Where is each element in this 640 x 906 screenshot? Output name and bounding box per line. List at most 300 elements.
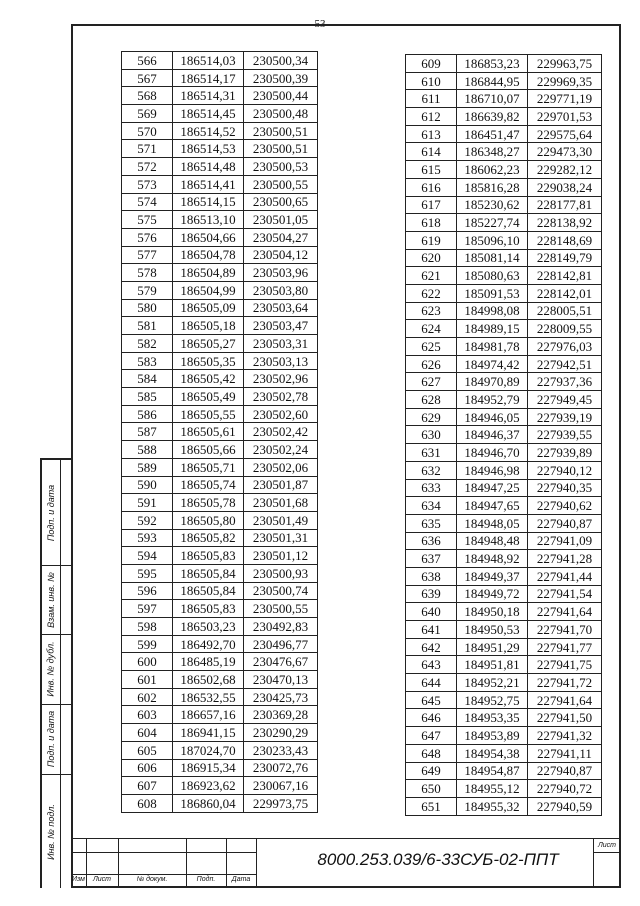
x-coordinate: 184953,89 bbox=[457, 727, 528, 745]
stamp-col-rev: Изм bbox=[72, 876, 85, 883]
x-coordinate: 186514,53 bbox=[173, 140, 244, 158]
y-coordinate: 229282,12 bbox=[528, 161, 602, 179]
y-coordinate: 230290,29 bbox=[244, 724, 318, 742]
table-row bbox=[122, 228, 318, 246]
y-coordinate: 230500,51 bbox=[244, 122, 318, 140]
point-number: 596 bbox=[122, 582, 173, 600]
y-coordinate: 230500,74 bbox=[244, 582, 318, 600]
x-coordinate: 186514,41 bbox=[173, 175, 244, 193]
y-coordinate: 230500,53 bbox=[244, 158, 318, 176]
table-row bbox=[406, 338, 602, 356]
stamp-line bbox=[71, 874, 256, 875]
y-coordinate: 227941,44 bbox=[528, 567, 602, 585]
y-coordinate: 227976,03 bbox=[528, 338, 602, 356]
sidebar-divider bbox=[60, 460, 61, 888]
point-number: 643 bbox=[406, 656, 457, 674]
x-coordinate: 186514,45 bbox=[173, 105, 244, 123]
point-number: 568 bbox=[122, 87, 173, 105]
y-coordinate: 230503,80 bbox=[244, 281, 318, 299]
x-coordinate: 186639,82 bbox=[457, 108, 528, 126]
x-coordinate: 184947,25 bbox=[457, 479, 528, 497]
point-number: 606 bbox=[122, 759, 173, 777]
table-row bbox=[406, 691, 602, 709]
table-row bbox=[122, 388, 318, 406]
table-row bbox=[406, 302, 602, 320]
y-coordinate: 227941,54 bbox=[528, 585, 602, 603]
y-coordinate: 228009,55 bbox=[528, 320, 602, 338]
x-coordinate: 184949,37 bbox=[457, 567, 528, 585]
point-number: 582 bbox=[122, 335, 173, 353]
point-number: 622 bbox=[406, 284, 457, 302]
y-coordinate: 230501,49 bbox=[244, 511, 318, 529]
title-block bbox=[71, 838, 621, 888]
y-coordinate: 227941,70 bbox=[528, 621, 602, 639]
point-number: 613 bbox=[406, 125, 457, 143]
x-coordinate: 184946,37 bbox=[457, 426, 528, 444]
y-coordinate: 230502,60 bbox=[244, 405, 318, 423]
x-coordinate: 184950,18 bbox=[457, 603, 528, 621]
x-coordinate: 185096,10 bbox=[457, 231, 528, 249]
table-row bbox=[406, 621, 602, 639]
y-coordinate: 230501,68 bbox=[244, 494, 318, 512]
x-coordinate: 186348,27 bbox=[457, 143, 528, 161]
point-number: 580 bbox=[122, 299, 173, 317]
point-number: 628 bbox=[406, 391, 457, 409]
y-coordinate: 230502,42 bbox=[244, 423, 318, 441]
point-number: 572 bbox=[122, 158, 173, 176]
document-code: 8000.253.039/6-33СУБ-02-ППТ bbox=[317, 850, 559, 869]
table-row bbox=[122, 264, 318, 282]
x-coordinate: 186505,61 bbox=[173, 423, 244, 441]
x-coordinate: 186513,10 bbox=[173, 211, 244, 229]
sidebar-label-replace-inv: Взам. инв. № bbox=[46, 571, 57, 628]
x-coordinate: 186915,34 bbox=[173, 759, 244, 777]
table-row bbox=[122, 175, 318, 193]
x-coordinate: 185816,28 bbox=[457, 178, 528, 196]
table-row bbox=[406, 461, 602, 479]
table-row bbox=[406, 373, 602, 391]
x-coordinate: 186505,42 bbox=[173, 370, 244, 388]
table-row bbox=[122, 158, 318, 176]
table-row bbox=[122, 494, 318, 512]
point-number: 574 bbox=[122, 193, 173, 211]
y-coordinate: 227941,75 bbox=[528, 656, 602, 674]
table-row bbox=[406, 585, 602, 603]
y-coordinate: 229973,75 bbox=[244, 794, 318, 812]
stamp-line bbox=[256, 838, 257, 888]
point-number: 593 bbox=[122, 529, 173, 547]
y-coordinate: 229969,35 bbox=[528, 72, 602, 90]
table-row bbox=[406, 320, 602, 338]
table-row bbox=[406, 143, 602, 161]
y-coordinate: 227939,19 bbox=[528, 408, 602, 426]
table-row bbox=[122, 352, 318, 370]
x-coordinate: 186514,03 bbox=[173, 52, 244, 70]
point-number: 577 bbox=[122, 246, 173, 264]
y-coordinate: 230503,47 bbox=[244, 317, 318, 335]
point-number: 615 bbox=[406, 161, 457, 179]
point-number: 585 bbox=[122, 388, 173, 406]
x-coordinate: 186505,74 bbox=[173, 476, 244, 494]
table-row bbox=[406, 550, 602, 568]
table-row bbox=[406, 178, 602, 196]
table-row bbox=[406, 479, 602, 497]
stamp-line bbox=[593, 852, 621, 853]
y-coordinate: 230500,44 bbox=[244, 87, 318, 105]
x-coordinate: 186504,89 bbox=[173, 264, 244, 282]
x-coordinate: 185081,14 bbox=[457, 249, 528, 267]
y-coordinate: 227949,45 bbox=[528, 391, 602, 409]
y-coordinate: 230503,31 bbox=[244, 335, 318, 353]
y-coordinate: 228138,92 bbox=[528, 214, 602, 232]
table-row bbox=[122, 370, 318, 388]
x-coordinate: 184970,89 bbox=[457, 373, 528, 391]
y-coordinate: 228148,69 bbox=[528, 231, 602, 249]
point-number: 578 bbox=[122, 264, 173, 282]
y-coordinate: 227940,72 bbox=[528, 780, 602, 798]
x-coordinate: 186941,15 bbox=[173, 724, 244, 742]
y-coordinate: 227940,87 bbox=[528, 762, 602, 780]
y-coordinate: 230369,28 bbox=[244, 706, 318, 724]
y-coordinate: 227941,64 bbox=[528, 603, 602, 621]
y-coordinate: 227941,09 bbox=[528, 532, 602, 550]
y-coordinate: 227941,77 bbox=[528, 638, 602, 656]
table-row bbox=[122, 635, 318, 653]
point-number: 581 bbox=[122, 317, 173, 335]
point-number: 607 bbox=[122, 777, 173, 795]
point-number: 588 bbox=[122, 441, 173, 459]
y-coordinate: 230502,78 bbox=[244, 388, 318, 406]
point-number: 595 bbox=[122, 564, 173, 582]
point-number: 629 bbox=[406, 408, 457, 426]
y-coordinate: 229575,64 bbox=[528, 125, 602, 143]
y-coordinate: 230504,12 bbox=[244, 246, 318, 264]
x-coordinate: 186502,68 bbox=[173, 671, 244, 689]
table-row bbox=[122, 476, 318, 494]
table-row bbox=[406, 780, 602, 798]
point-number: 599 bbox=[122, 635, 173, 653]
y-coordinate: 229473,30 bbox=[528, 143, 602, 161]
y-coordinate: 227941,64 bbox=[528, 691, 602, 709]
table-row bbox=[122, 741, 318, 759]
point-number: 639 bbox=[406, 585, 457, 603]
y-coordinate: 230500,51 bbox=[244, 140, 318, 158]
point-number: 566 bbox=[122, 52, 173, 70]
table-row bbox=[406, 231, 602, 249]
table-row bbox=[406, 214, 602, 232]
table-row bbox=[122, 600, 318, 618]
y-coordinate: 230502,24 bbox=[244, 441, 318, 459]
table-row bbox=[406, 709, 602, 727]
x-coordinate: 184953,35 bbox=[457, 709, 528, 727]
table-row bbox=[122, 441, 318, 459]
table-row bbox=[122, 582, 318, 600]
table-row bbox=[406, 90, 602, 108]
x-coordinate: 184952,79 bbox=[457, 391, 528, 409]
x-coordinate: 186514,31 bbox=[173, 87, 244, 105]
stamp-col-date: Дата bbox=[231, 876, 251, 883]
x-coordinate: 186505,78 bbox=[173, 494, 244, 512]
y-coordinate: 227941,72 bbox=[528, 674, 602, 692]
point-number: 567 bbox=[122, 69, 173, 87]
table-row bbox=[406, 656, 602, 674]
point-number: 614 bbox=[406, 143, 457, 161]
point-number: 586 bbox=[122, 405, 173, 423]
table-row bbox=[406, 797, 602, 815]
point-number: 616 bbox=[406, 178, 457, 196]
y-coordinate: 228005,51 bbox=[528, 302, 602, 320]
point-number: 610 bbox=[406, 72, 457, 90]
table-row bbox=[406, 267, 602, 285]
x-coordinate: 186062,23 bbox=[457, 161, 528, 179]
point-number: 617 bbox=[406, 196, 457, 214]
approval-sidebar bbox=[40, 458, 71, 888]
y-coordinate: 230496,77 bbox=[244, 635, 318, 653]
x-coordinate: 186505,82 bbox=[173, 529, 244, 547]
y-coordinate: 230500,55 bbox=[244, 175, 318, 193]
x-coordinate: 186492,70 bbox=[173, 635, 244, 653]
y-coordinate: 230501,31 bbox=[244, 529, 318, 547]
x-coordinate: 186844,95 bbox=[457, 72, 528, 90]
point-number: 636 bbox=[406, 532, 457, 550]
point-number: 618 bbox=[406, 214, 457, 232]
y-coordinate: 227940,35 bbox=[528, 479, 602, 497]
table-row bbox=[122, 335, 318, 353]
table-row bbox=[406, 497, 602, 515]
point-number: 623 bbox=[406, 302, 457, 320]
table-row bbox=[406, 567, 602, 585]
table-row bbox=[406, 744, 602, 762]
x-coordinate: 185227,74 bbox=[457, 214, 528, 232]
x-coordinate: 186504,99 bbox=[173, 281, 244, 299]
point-number: 625 bbox=[406, 338, 457, 356]
x-coordinate: 186505,18 bbox=[173, 317, 244, 335]
x-coordinate: 185091,53 bbox=[457, 284, 528, 302]
x-coordinate: 186860,04 bbox=[173, 794, 244, 812]
table-row bbox=[122, 405, 318, 423]
y-coordinate: 230501,12 bbox=[244, 547, 318, 565]
point-number: 597 bbox=[122, 600, 173, 618]
point-number: 626 bbox=[406, 355, 457, 373]
y-coordinate: 230502,96 bbox=[244, 370, 318, 388]
point-number: 587 bbox=[122, 423, 173, 441]
y-coordinate: 230500,93 bbox=[244, 564, 318, 582]
table-row bbox=[122, 511, 318, 529]
point-number: 634 bbox=[406, 497, 457, 515]
y-coordinate: 230500,34 bbox=[244, 52, 318, 70]
table-row bbox=[406, 727, 602, 745]
y-coordinate: 230072,76 bbox=[244, 759, 318, 777]
point-number: 608 bbox=[122, 794, 173, 812]
table-row bbox=[122, 794, 318, 812]
x-coordinate: 186504,66 bbox=[173, 228, 244, 246]
table-row bbox=[406, 72, 602, 90]
x-coordinate: 186503,23 bbox=[173, 618, 244, 636]
x-coordinate: 184948,92 bbox=[457, 550, 528, 568]
point-number: 650 bbox=[406, 780, 457, 798]
y-coordinate: 227940,62 bbox=[528, 497, 602, 515]
x-coordinate: 184998,08 bbox=[457, 302, 528, 320]
table-row bbox=[406, 426, 602, 444]
table-row bbox=[122, 777, 318, 795]
x-coordinate: 184947,65 bbox=[457, 497, 528, 515]
y-coordinate: 230067,16 bbox=[244, 777, 318, 795]
x-coordinate: 186532,55 bbox=[173, 688, 244, 706]
point-number: 569 bbox=[122, 105, 173, 123]
point-number: 647 bbox=[406, 727, 457, 745]
y-coordinate: 230503,64 bbox=[244, 299, 318, 317]
y-coordinate: 227941,50 bbox=[528, 709, 602, 727]
sidebar-label-dup-inv: Инв. № дубл. bbox=[46, 641, 57, 697]
table-row bbox=[122, 299, 318, 317]
point-number: 592 bbox=[122, 511, 173, 529]
point-number: 612 bbox=[406, 108, 457, 126]
x-coordinate: 186505,84 bbox=[173, 564, 244, 582]
point-number: 644 bbox=[406, 674, 457, 692]
table-row bbox=[122, 458, 318, 476]
point-number: 609 bbox=[406, 55, 457, 73]
point-number: 605 bbox=[122, 741, 173, 759]
table-row bbox=[122, 688, 318, 706]
y-coordinate: 230501,87 bbox=[244, 476, 318, 494]
point-number: 594 bbox=[122, 547, 173, 565]
stamp-col-sign: Подп. bbox=[196, 876, 216, 883]
sidebar-label-orig-inv: Инв. № подл. bbox=[46, 804, 57, 860]
y-coordinate: 230500,39 bbox=[244, 69, 318, 87]
point-number: 648 bbox=[406, 744, 457, 762]
point-number: 583 bbox=[122, 352, 173, 370]
point-number: 630 bbox=[406, 426, 457, 444]
x-coordinate: 186514,15 bbox=[173, 193, 244, 211]
page-number: 53 bbox=[0, 18, 640, 30]
x-coordinate: 184952,75 bbox=[457, 691, 528, 709]
y-coordinate: 230503,96 bbox=[244, 264, 318, 282]
table-row bbox=[406, 674, 602, 692]
point-number: 576 bbox=[122, 228, 173, 246]
point-number: 575 bbox=[122, 211, 173, 229]
table-row bbox=[406, 391, 602, 409]
y-coordinate: 229963,75 bbox=[528, 55, 602, 73]
table-row bbox=[122, 423, 318, 441]
x-coordinate: 184954,87 bbox=[457, 762, 528, 780]
x-coordinate: 184948,48 bbox=[457, 532, 528, 550]
x-coordinate: 186505,71 bbox=[173, 458, 244, 476]
y-coordinate: 227940,12 bbox=[528, 461, 602, 479]
point-number: 589 bbox=[122, 458, 173, 476]
table-row bbox=[122, 653, 318, 671]
y-coordinate: 227941,11 bbox=[528, 744, 602, 762]
x-coordinate: 184949,72 bbox=[457, 585, 528, 603]
y-coordinate: 229771,19 bbox=[528, 90, 602, 108]
point-number: 590 bbox=[122, 476, 173, 494]
stamp-col-sheet: Лист bbox=[92, 876, 112, 883]
point-number: 646 bbox=[406, 709, 457, 727]
x-coordinate: 184974,42 bbox=[457, 355, 528, 373]
table-row bbox=[406, 108, 602, 126]
x-coordinate: 186505,49 bbox=[173, 388, 244, 406]
table-row bbox=[122, 87, 318, 105]
x-coordinate: 184981,78 bbox=[457, 338, 528, 356]
y-coordinate: 230502,06 bbox=[244, 458, 318, 476]
table-row bbox=[122, 193, 318, 211]
y-coordinate: 227937,36 bbox=[528, 373, 602, 391]
y-coordinate: 227941,28 bbox=[528, 550, 602, 568]
y-coordinate: 228142,01 bbox=[528, 284, 602, 302]
table-row bbox=[122, 281, 318, 299]
x-coordinate: 186514,52 bbox=[173, 122, 244, 140]
table-row bbox=[122, 564, 318, 582]
table-row bbox=[406, 444, 602, 462]
y-coordinate: 227939,55 bbox=[528, 426, 602, 444]
sidebar-label-sign-date: Подп. и дата bbox=[46, 484, 56, 541]
table-row bbox=[122, 246, 318, 264]
x-coordinate: 184989,15 bbox=[457, 320, 528, 338]
y-coordinate: 228149,79 bbox=[528, 249, 602, 267]
table-row bbox=[406, 762, 602, 780]
table-row bbox=[122, 52, 318, 70]
table-row bbox=[122, 724, 318, 742]
point-number: 638 bbox=[406, 567, 457, 585]
x-coordinate: 184952,21 bbox=[457, 674, 528, 692]
y-coordinate: 230425,73 bbox=[244, 688, 318, 706]
x-coordinate: 186505,55 bbox=[173, 405, 244, 423]
y-coordinate: 227941,32 bbox=[528, 727, 602, 745]
table-row bbox=[406, 249, 602, 267]
table-row bbox=[122, 618, 318, 636]
x-coordinate: 186505,83 bbox=[173, 547, 244, 565]
y-coordinate: 230500,65 bbox=[244, 193, 318, 211]
y-coordinate: 227939,89 bbox=[528, 444, 602, 462]
x-coordinate: 184955,32 bbox=[457, 797, 528, 815]
y-coordinate: 230503,13 bbox=[244, 352, 318, 370]
x-coordinate: 186505,84 bbox=[173, 582, 244, 600]
x-coordinate: 184951,81 bbox=[457, 656, 528, 674]
table-row bbox=[406, 196, 602, 214]
table-row bbox=[122, 317, 318, 335]
point-number: 573 bbox=[122, 175, 173, 193]
x-coordinate: 186505,80 bbox=[173, 511, 244, 529]
x-coordinate: 186451,47 bbox=[457, 125, 528, 143]
table-row bbox=[122, 759, 318, 777]
point-number: 640 bbox=[406, 603, 457, 621]
point-number: 641 bbox=[406, 621, 457, 639]
table-row bbox=[122, 706, 318, 724]
y-coordinate: 228177,81 bbox=[528, 196, 602, 214]
table-row bbox=[406, 284, 602, 302]
x-coordinate: 186657,16 bbox=[173, 706, 244, 724]
point-number: 649 bbox=[406, 762, 457, 780]
point-number: 651 bbox=[406, 797, 457, 815]
point-number: 611 bbox=[406, 90, 457, 108]
table-row bbox=[406, 514, 602, 532]
coordinates-table-left bbox=[121, 51, 318, 813]
point-number: 602 bbox=[122, 688, 173, 706]
point-number: 627 bbox=[406, 373, 457, 391]
point-number: 635 bbox=[406, 514, 457, 532]
y-coordinate: 229038,24 bbox=[528, 178, 602, 196]
x-coordinate: 186505,66 bbox=[173, 441, 244, 459]
point-number: 633 bbox=[406, 479, 457, 497]
table-row bbox=[122, 69, 318, 87]
x-coordinate: 186923,62 bbox=[173, 777, 244, 795]
table-row bbox=[122, 547, 318, 565]
x-coordinate: 186505,35 bbox=[173, 352, 244, 370]
point-number: 632 bbox=[406, 461, 457, 479]
table-row bbox=[406, 638, 602, 656]
table-row bbox=[406, 161, 602, 179]
stamp-line bbox=[71, 852, 256, 853]
point-number: 584 bbox=[122, 370, 173, 388]
